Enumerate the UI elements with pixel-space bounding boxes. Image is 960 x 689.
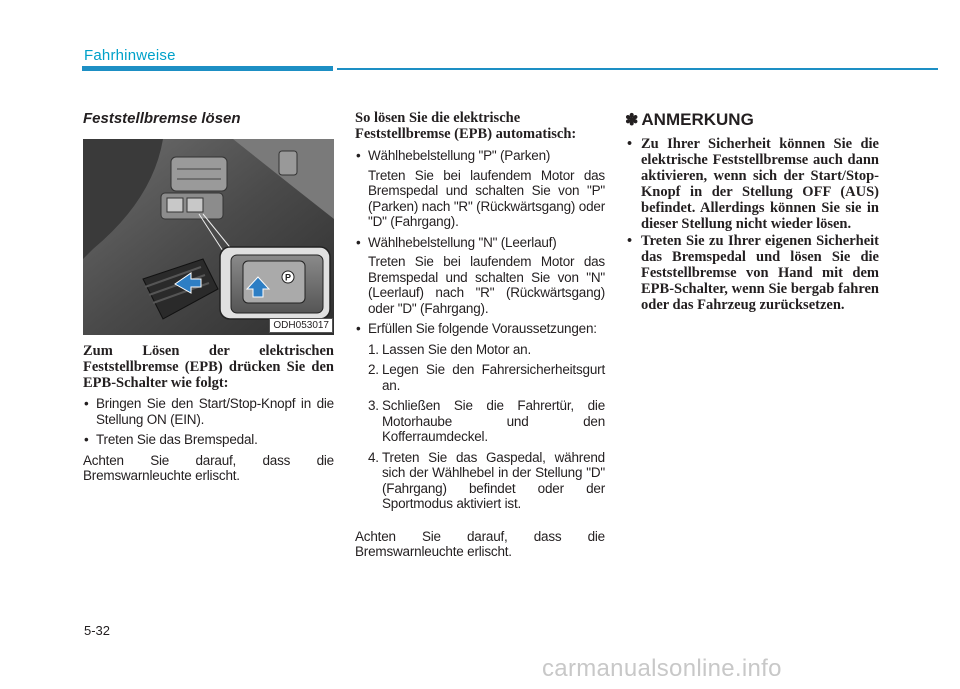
intro-text: Zum Lösen der elektrischen Feststellbremse (EPB) drücken Sie den EPB-Schalter wie folgt: <box>83 343 334 391</box>
column-right <box>625 110 879 314</box>
step-item: 2. Legen Sie den Fahrersicherheitsgurt an. <box>368 362 605 393</box>
closing-text: Achten Sie darauf, dass die Bremswarnleuchte erlischt. <box>355 528 605 559</box>
list-item: • Wählhebelstellung "N" (Leerlauf) <box>355 235 605 251</box>
header-rule-thin <box>337 68 938 70</box>
list-item-text: Treten Sie bei laufendem Motor das Bremspedal und schalten Sie von "P" (Parken) nach "R" (Rückwärtsgang) oder "D" (Fahrgang). <box>368 167 605 229</box>
step-item: 1. Lassen Sie den Motor an. <box>368 341 532 357</box>
step-item: 3. Schließen Sie die Fahrertür, die Motorhaube und den Kofferraumdeckel. <box>368 398 605 444</box>
list-item: • Erfüllen Sie folgende Voraussetzungen: <box>355 321 605 337</box>
watermark: carmanualsonline.info <box>542 655 782 682</box>
closing-text: Achten Sie darauf, dass die Bremswarnleuchte erlischt. <box>83 452 334 483</box>
parking-p-icon: P <box>284 272 292 283</box>
list-item: • Treten Sie das Bremspedal. <box>83 432 334 448</box>
section-heading: Feststellbremse lösen <box>83 110 241 127</box>
page-number: 5-32 <box>84 623 111 638</box>
star-icon: ✽ <box>625 112 639 129</box>
section-heading: So lösen Sie die elektrische Feststellbremse (EPB) automatisch: <box>355 110 577 142</box>
column-left <box>83 110 334 488</box>
note-item: • Zu Ihrer Sicherheit können Sie die elektrische Feststellbremse auch dann aktivieren, wenn sich der Start/Stop-Knopf in der Stellung OFF (AUS) befindet. Allerdings können Sie sie in dieser Stellung nicht wieder lösen. <box>625 136 879 232</box>
epb-switch-illustration <box>83 139 334 335</box>
column-middle <box>355 110 605 564</box>
header-rule-thick <box>82 66 333 71</box>
epb-figure <box>83 139 334 335</box>
figure-label: ODH053017 <box>269 318 333 333</box>
note-item: • Treten Sie zu Ihrer eigenen Sicherheit das Bremspedal und lösen Sie die Feststellbremse von Hand mit dem EPB-Schalter, wenn Sie bergab fahren oder das Fahrzeug zurücksetzen. <box>625 233 879 313</box>
list-item: • Bringen Sie den Start/Stop-Knopf in die Stellung ON (EIN). <box>83 396 334 427</box>
section-header: Fahrhinweise <box>84 47 176 64</box>
list-item-text: Treten Sie bei laufendem Motor das Bremspedal und schalten Sie von "N" (Leerlauf) nach "R" (Rückwärtsgang) oder "D" (Fahrgang). <box>368 254 605 316</box>
step-item: 4. Treten Sie das Gaspedal, während sich der Wählhebel in der Stellung "D" (Fahrgang) befindet oder der Sportmodus aktiviert ist. <box>368 449 605 511</box>
list-item: • Wählhebelstellung "P" (Parken) <box>355 148 605 164</box>
note-title: ANMERKUNG <box>641 110 754 129</box>
note-heading <box>625 110 879 130</box>
